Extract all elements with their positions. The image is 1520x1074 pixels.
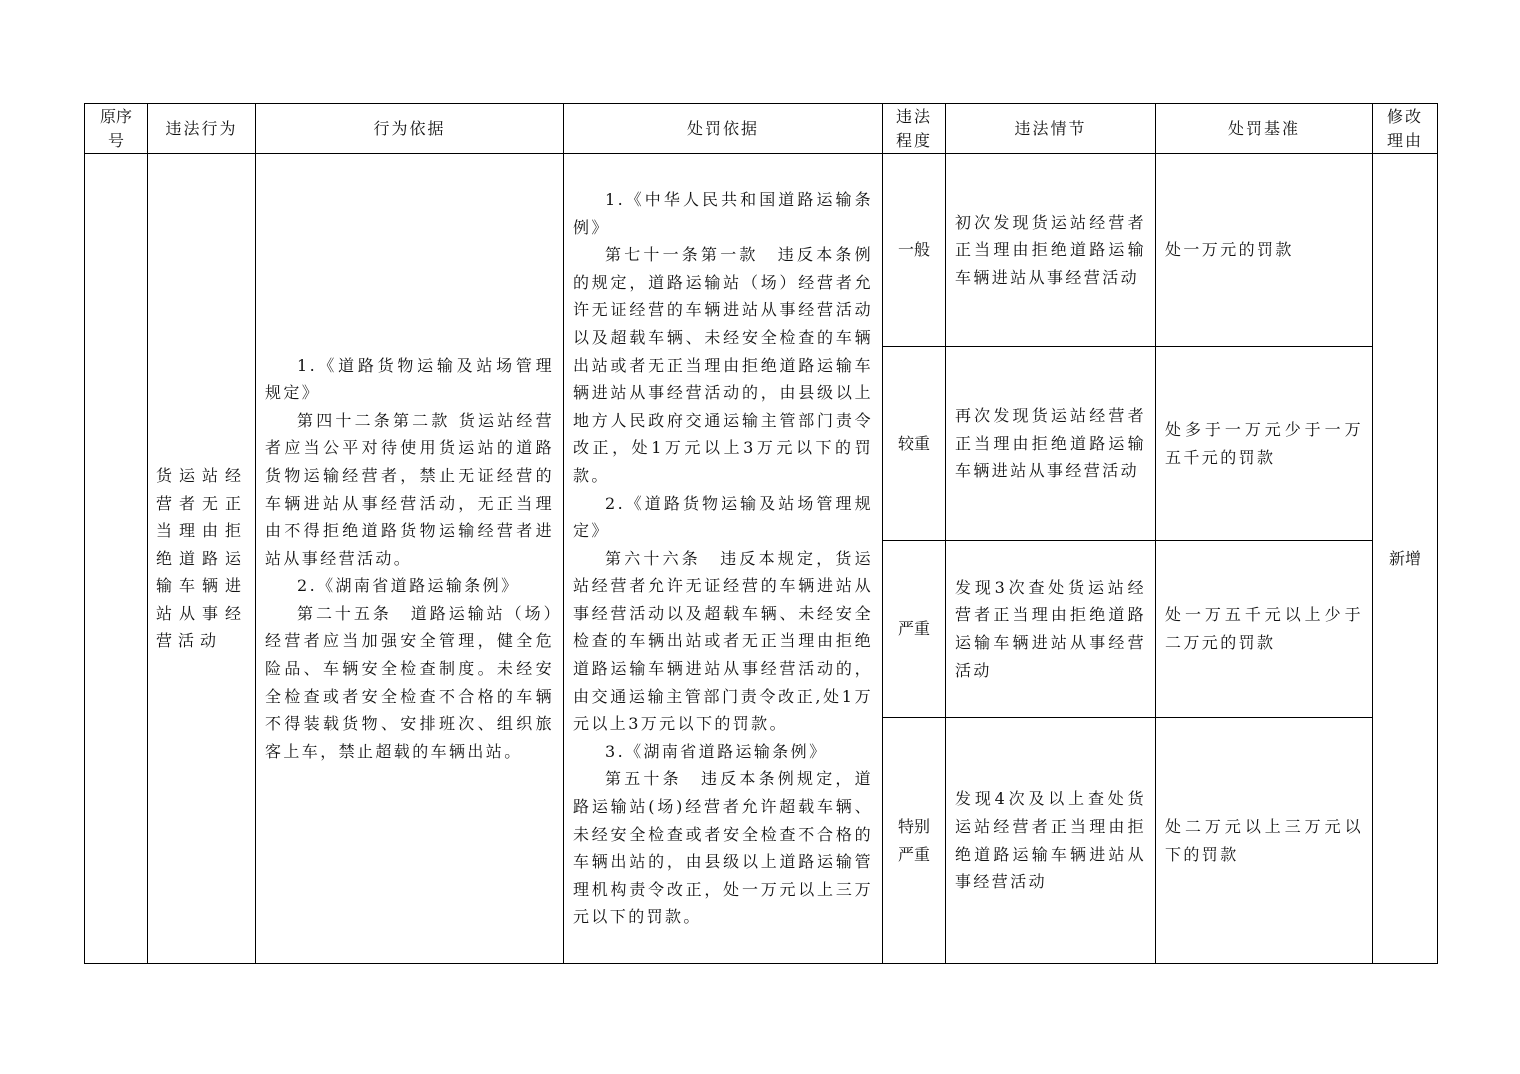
penalty-paragraph: 第七十一条第一款 违反本条例的规定，道路运输站（场）经营者允许无证经营的车辆进站从事经营活动以及超载车辆、未经安全检查的车辆出站或者无正当理由拒绝道路运输车辆进站从事经营活动的，由县级以上地方人民政府交通运输主管部门责令改正，处1万元以上3万元以下的罚款。 [573,245,873,485]
penalty-paragraph: 3.《湖南省道路运输条例》 [605,741,828,761]
header-penalty-basis: 处罚依据 [564,104,883,154]
header-seq: 原序号 [85,104,148,154]
cell-degree: 一般 [883,154,946,347]
basis-paragraph: 1.《道路货物运输及站场管理规定》 [265,355,554,403]
cell-standard: 处一万元的罚款 [1156,154,1373,347]
cell-standard: 处一万五千元以上少于二万元的罚款 [1156,541,1373,718]
cell-seq [85,154,148,964]
cell-standard: 处二万元以上三万元以下的罚款 [1156,718,1373,964]
cell-circumstance: 初次发现货运站经营者正当理由拒绝道路运输车辆进站从事经营活动 [946,154,1156,347]
header-circumstance: 违法情节 [946,104,1156,154]
cell-standard: 处多于一万元少于一万五千元的罚款 [1156,347,1373,541]
header-standard: 处罚基准 [1156,104,1373,154]
header-degree: 违法程度 [883,104,946,154]
table-row [85,154,1438,347]
basis-paragraph: 2.《湖南省道路运输条例》 [297,576,520,596]
cell-behavior: 货运站经营者无正当理由拒绝道路运输车辆进站从事经营活动 [148,154,256,964]
cell-basis [256,154,564,964]
basis-paragraph: 第四十二条第二款 货运站经营者应当公平对待使用货运站的道路货物运输经营者，禁止无证经营的车辆进站从事经营活动，无正当理由不得拒绝道路货物运输经营者进站从事经营活动。 [265,410,554,568]
cell-circumstance: 再次发现货运站经营者正当理由拒绝道路运输车辆进站从事经营活动 [946,347,1156,541]
penalty-standard-table [84,103,1438,964]
header-row [85,104,1438,154]
penalty-paragraph: 第六十六条 违反本规定，货运站经营者允许无证经营的车辆进站从事经营活动以及超载车辆、未经安全检查的车辆出站或者无正当理由拒绝道路运输车辆进站从事经营活动的，由交通运输主管部门责令改正,处1万元以上3万元以下的罚款。 [573,548,873,734]
cell-degree: 较重 [883,347,946,541]
header-basis: 行为依据 [256,104,564,154]
cell-circumstance: 发现3次查处货运站经营者正当理由拒绝道路运输车辆进站从事经营活动 [946,541,1156,718]
basis-paragraph: 第二十五条 道路运输站（场）经营者应当加强安全管理，健全危险品、车辆安全检查制度。未经安全检查或者安全检查不合格的车辆不得装载货物、安排班次、组织旅客上车，禁止超载的车辆出站。 [265,603,554,761]
penalty-paragraph: 1.《中华人民共和国道路运输条例》 [573,189,873,237]
cell-penalty-basis [564,154,883,964]
header-behavior: 违法行为 [148,104,256,154]
penalty-paragraph: 2.《道路货物运输及站场管理规定》 [573,493,873,541]
cell-degree: 特别严重 [883,718,946,964]
cell-degree: 严重 [883,541,946,718]
cell-circumstance: 发现4次及以上查处货运站经营者正当理由拒绝道路运输车辆进站从事经营活动 [946,718,1156,964]
cell-reason: 新增 [1373,154,1438,964]
header-reason: 修改理由 [1373,104,1438,154]
penalty-paragraph: 第五十条 违反本条例规定，道路运输站(场)经营者允许超载车辆、未经安全检查或者安全检查不合格的车辆出站的，由县级以上道路运输管理机构责令改正，处一万元以上三万元以下的罚款。 [573,769,873,927]
